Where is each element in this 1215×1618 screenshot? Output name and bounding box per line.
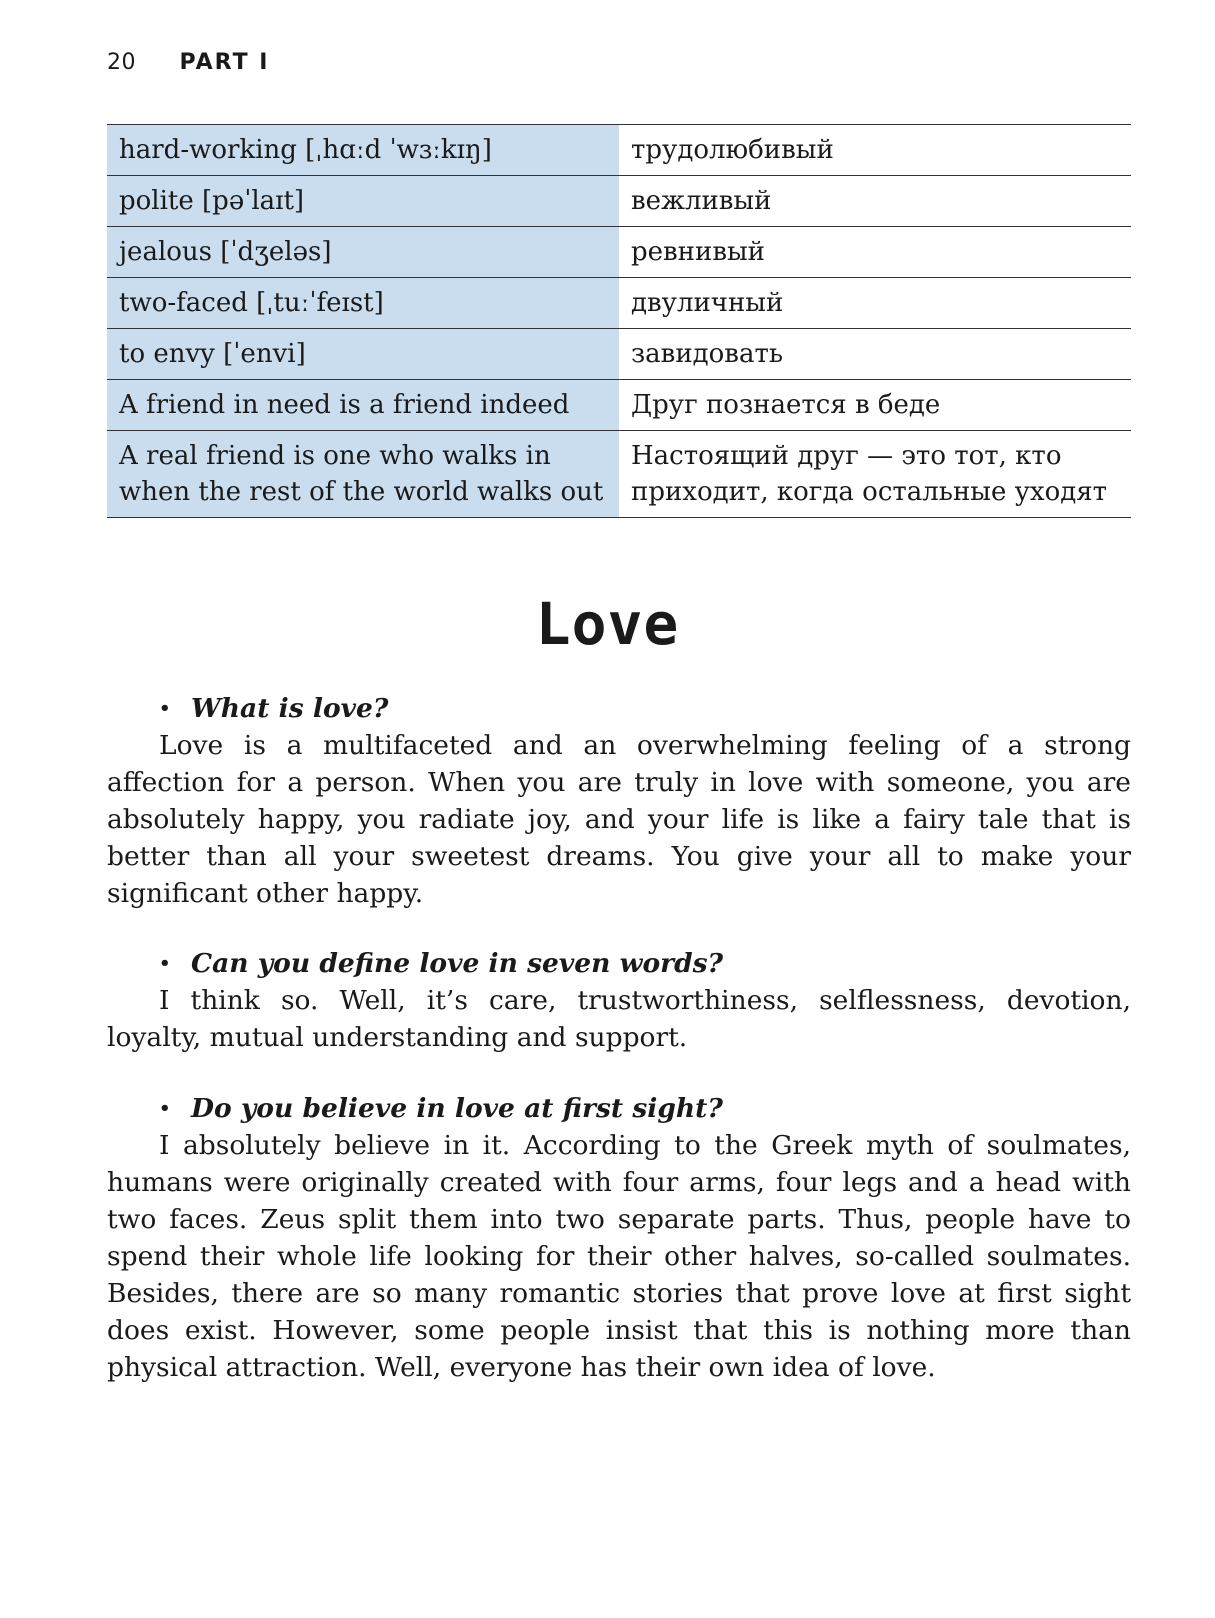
russian-translation: трудолюбивый: [619, 125, 1131, 176]
russian-translation: двуличный: [619, 278, 1131, 329]
russian-translation: ревнивый: [619, 227, 1131, 278]
running-head: [107, 50, 269, 75]
table-row: [107, 431, 1131, 518]
table-row: [107, 227, 1131, 278]
russian-translation: вежливый: [619, 176, 1131, 227]
qa-block: [107, 690, 1131, 912]
vocabulary-table: [107, 124, 1131, 518]
bullet-icon: •: [159, 1098, 171, 1119]
russian-translation: Настоящий друг — это тот, кто приходит, когда остальные уходят: [619, 431, 1131, 518]
english-term: polite [pəˈlaɪt]: [107, 176, 619, 227]
table-row: [107, 176, 1131, 227]
bullet-icon: •: [159, 953, 171, 974]
english-term: A real friend is one who walks in when the rest of the world walks out: [107, 431, 619, 518]
question: [107, 1090, 1131, 1127]
bullet-icon: •: [159, 698, 171, 719]
russian-translation: завидовать: [619, 329, 1131, 380]
question-text: Can you define love in seven words?: [191, 948, 724, 979]
page-number: 20: [107, 50, 136, 75]
qa-block: [107, 945, 1131, 1056]
table-row: [107, 380, 1131, 431]
part-label: PART I: [179, 50, 270, 75]
english-term: to envy [ˈenvi]: [107, 329, 619, 380]
question-text: Do you believe in love at first sight?: [191, 1093, 723, 1124]
question-text: What is love?: [191, 693, 389, 724]
section-title: Love: [535, 590, 680, 658]
english-term: A friend in need is a friend indeed: [107, 380, 619, 431]
question: [107, 690, 1131, 727]
table-row: [107, 329, 1131, 380]
question: [107, 945, 1131, 982]
table-row: [107, 278, 1131, 329]
russian-translation: Друг познается в беде: [619, 380, 1131, 431]
answer-text: Love is a multifaceted and an overwhelming feeling of a strong affection for a person. When you are truly in love with someone, you are absolutely happy, you radiate joy, and your life is like a fairy tale that is better than all your sweetest dreams. You give your all to make your significant other happy.: [107, 730, 1131, 909]
answer-text: I think so. Well, it’s care, trustworthiness, selflessness, devotion, loyalty, mutual understanding and support.: [107, 985, 1131, 1053]
english-term: jealous [ˈdʒeləs]: [107, 227, 619, 278]
table-row: [107, 125, 1131, 176]
answer-text: I absolutely believe in it. According to the Greek myth of soulmates, humans were originally created with four arms, four legs and a head with two faces. Zeus split them into two separate parts. Thus, people have to spend their whole life looking for their other halves, so-called soulmates. Besides, there are so many romantic stories that prove love at first sight does exist. However, some people insist that this is nothing more than physical attraction. Well, everyone has their own idea of love.: [107, 1130, 1131, 1383]
english-term: two-faced [ˌtuːˈfeɪst]: [107, 278, 619, 329]
english-term: hard-working [ˌhɑːd ˈwɜːkɪŋ]: [107, 125, 619, 176]
qa-block: [107, 1090, 1131, 1386]
